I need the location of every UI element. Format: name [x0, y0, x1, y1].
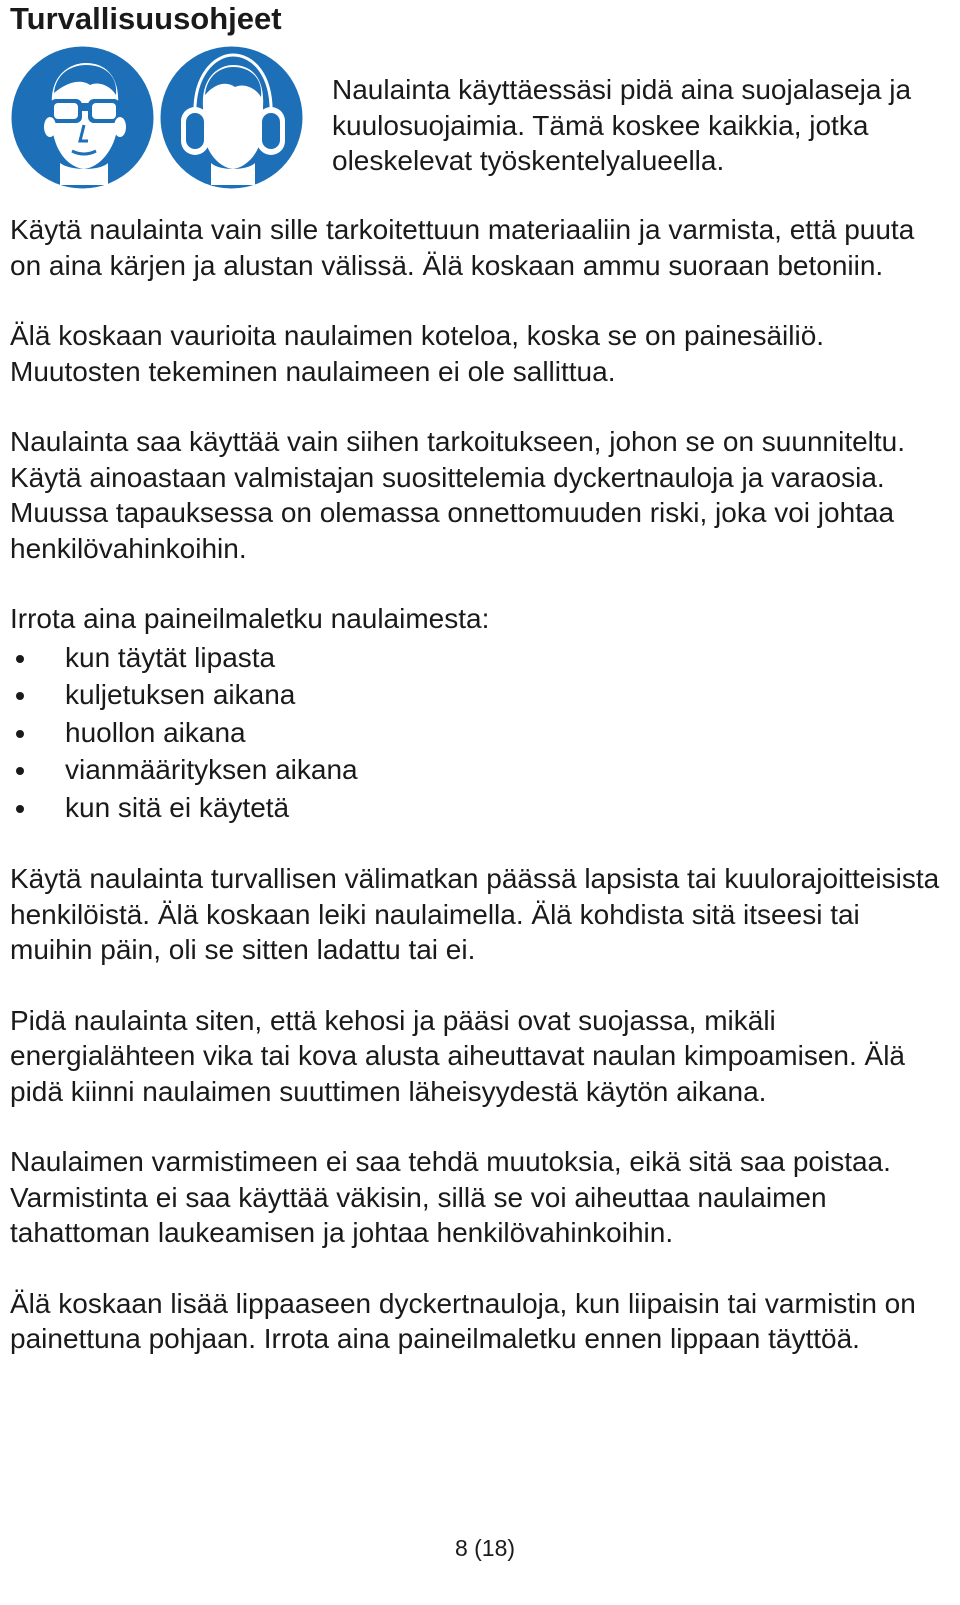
safety-signs	[10, 45, 310, 195]
ear-protection-icon	[159, 45, 304, 190]
list-item: kun täytät lipasta	[10, 639, 946, 677]
list-item: huollon aikana	[10, 714, 946, 752]
disconnect-lead: Irrota aina paineilmaletku naulaimesta:	[10, 603, 490, 634]
paragraph: Älä koskaan vaurioita naulaimen koteloa, koska se on painesäiliö. Muutosten tekeminen naulaimeen ei ole sallittua.	[10, 320, 825, 387]
paragraph: Älä koskaan lisää lippaaseen dyckertnauloja, kun liipaisin tai varmistin on painettuna pohjaan. Irrota aina paineilmaletku ennen lippaan täyttöä.	[10, 1287, 916, 1354]
page-number: 8 (18)	[454, 1535, 516, 1561]
bullet-icon	[16, 692, 24, 700]
bullet-icon	[16, 805, 24, 813]
paragraph: Naulainta saa käyttää vain siihen tarkoitukseen, johon se on suunniteltu. Käytä ainoastaan valmistajan suosittelemia dyckertnauloja ja varaosia. Muussa tapauksessa on olemassa onnettomuuden riski, joka voi johtaa henkilövahinkoihin.	[10, 426, 906, 564]
paragraph: Käytä naulainta turvallisen välimatkan päässä lapsista tai kuulorajoitteisista henkilöistä. Älä koskaan leiki naulaimella. Älä kohdista sitä itseesi tai muihin päin, oli se sitten ladattu tai ei.	[10, 863, 940, 965]
page-title: Turvallisuusohjeet	[10, 1, 282, 36]
goggles-icon	[10, 45, 155, 190]
bullet-icon	[16, 767, 24, 775]
bullet-icon	[16, 655, 24, 663]
instructions-body	[10, 212, 946, 1392]
list-item: kun sitä ei käytetä	[10, 789, 946, 827]
bullet-icon	[16, 730, 24, 738]
intro-text: Naulainta käyttäessäsi pidä aina suojalaseja ja kuulosuojaimia. Tämä koskee kaikkia, jotka oleskelevat työskentelyalueella.	[332, 74, 912, 176]
list-item: vianmäärityksen aikana	[10, 751, 946, 789]
disconnect-list	[10, 639, 946, 827]
paragraph: Pidä naulainta siten, että kehosi ja pääsi ovat suojassa, mikäli energialähteen vika tai kova alusta aiheuttavat naulan kimpoamisen. Älä pidä kiinni naulaimen suuttimen läheisyydestä käytön aikana.	[10, 1004, 906, 1107]
list-item: kuljetuksen aikana	[10, 676, 946, 714]
paragraph: Käytä naulainta vain sille tarkoitettuun materiaaliin ja varmista, että puuta on aina kärjen ja alustan välissä. Älä koskaan ammu suoraan betoniin.	[10, 214, 915, 281]
paragraph: Naulaimen varmistimeen ei saa tehdä muutoksia, eikä sitä saa poistaa. Varmistinta ei saa käyttää väkisin, sillä se voi aiheuttaa naulaimen tahattoman laukeamisen ja johtaa henkilövahinkoihin.	[10, 1146, 891, 1248]
